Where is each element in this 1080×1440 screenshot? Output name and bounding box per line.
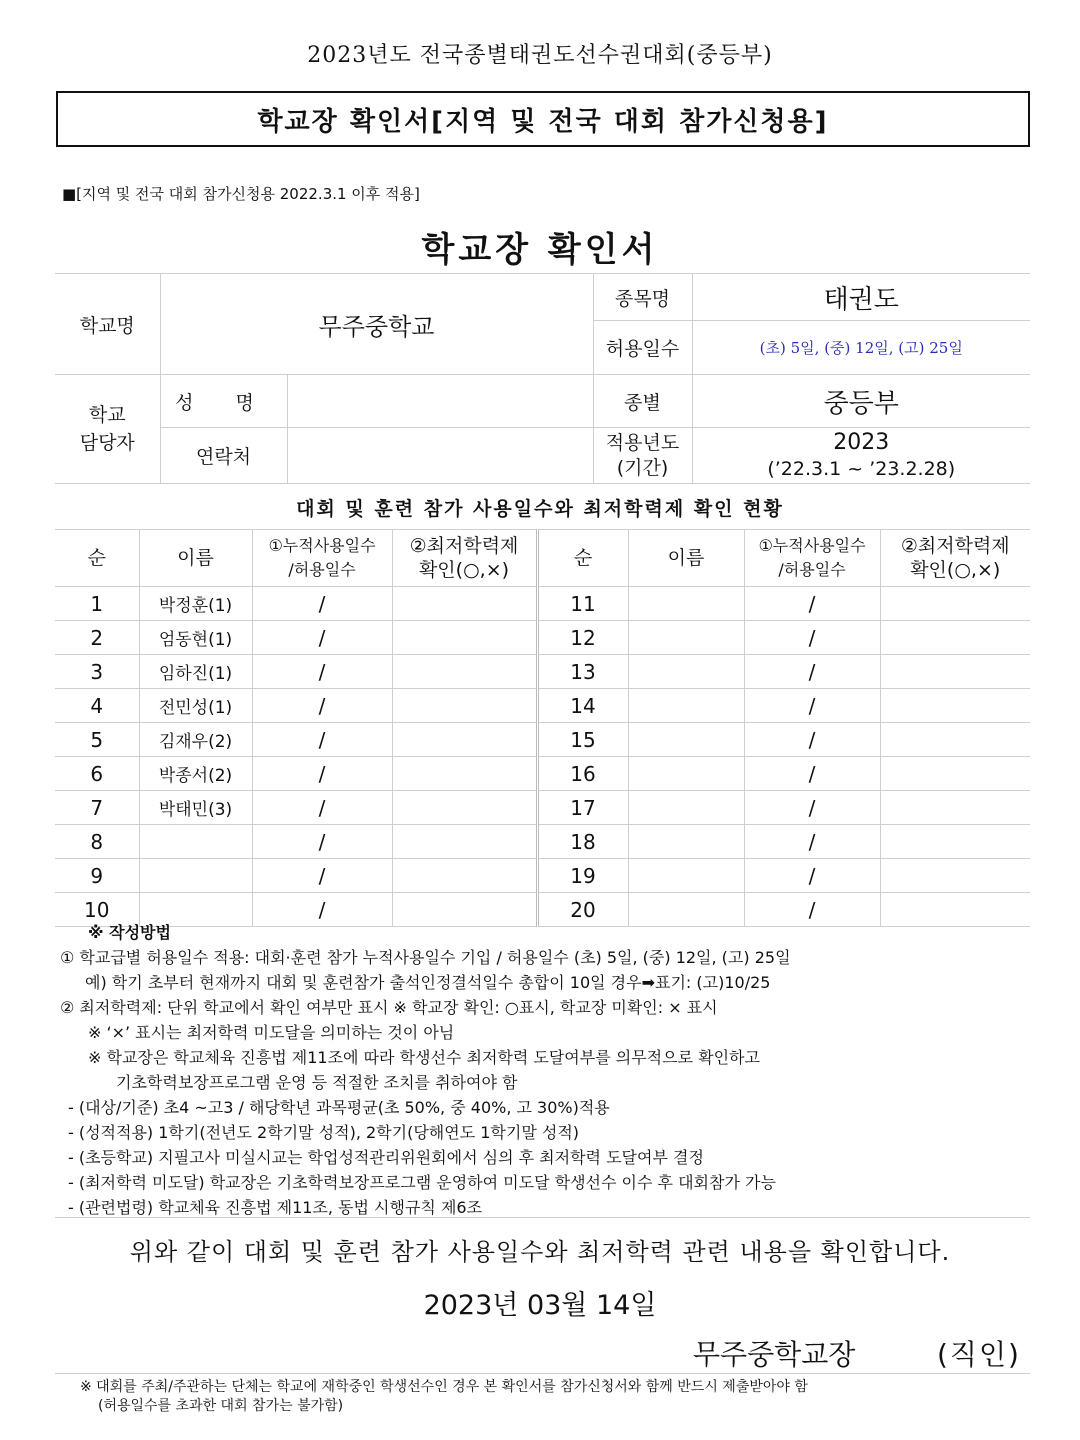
person-name-value[interactable]: [287, 375, 593, 428]
col-name-header: 이름: [139, 530, 252, 587]
used-days-cell[interactable]: /: [744, 723, 880, 757]
note-1a: ① 학교급별 허용일수 적용: 대회·훈련 참가 누적사용일수 기입 / 허용일수 (초) 5일, (중) 12일, (고) 25일: [60, 948, 791, 967]
roster-table: [55, 529, 1030, 927]
official-seal: (직인): [937, 1338, 1021, 1371]
row-number: 3: [55, 655, 139, 689]
used-days-cell[interactable]: /: [252, 893, 392, 927]
min-academic-check-cell[interactable]: [392, 723, 537, 757]
player-name[interactable]: [628, 791, 744, 825]
player-name[interactable]: 김재우(2): [139, 723, 252, 757]
min-academic-check-cell[interactable]: [880, 655, 1030, 689]
table-row: [55, 723, 1030, 757]
note-2: ② 최저학력제: 단위 학교에서 확인 여부만 표시 ※ 학교장 확인: ○표시, 학교장 미확인: × 표시: [60, 998, 718, 1017]
used-days-cell[interactable]: /: [744, 893, 880, 927]
col-days-header-right: ①누적사용일수 /허용일수: [744, 530, 880, 587]
divider-bottom: [55, 1373, 1030, 1374]
form-title: 학교장 확인서[지역 및 전국 대회 참가신청용]: [257, 106, 829, 137]
used-days-cell[interactable]: /: [744, 791, 880, 825]
document-title: 학교장 확인서: [421, 230, 659, 270]
used-days-cell[interactable]: /: [252, 689, 392, 723]
footer-note: [80, 1378, 1040, 1416]
table-row: [55, 757, 1030, 791]
player-name[interactable]: [628, 621, 744, 655]
player-name[interactable]: [628, 587, 744, 621]
player-name[interactable]: [628, 655, 744, 689]
footer-line-2: (허용일수를 초과한 대회 참가는 불가함): [98, 1398, 344, 1414]
school-name-value: 무주중학교: [160, 274, 593, 375]
row-number: 19: [537, 859, 628, 893]
used-days-cell[interactable]: /: [252, 825, 392, 859]
player-name[interactable]: [628, 859, 744, 893]
row-number: 13: [537, 655, 628, 689]
used-days-cell[interactable]: /: [744, 621, 880, 655]
player-name[interactable]: [628, 723, 744, 757]
used-days-cell[interactable]: /: [744, 655, 880, 689]
col-no-header: 순: [55, 530, 139, 587]
used-days-cell[interactable]: /: [744, 757, 880, 791]
player-name[interactable]: [139, 859, 252, 893]
row-number: 12: [537, 621, 628, 655]
min-academic-check-cell[interactable]: [880, 621, 1030, 655]
table-row: [55, 655, 1030, 689]
table-row: [55, 689, 1030, 723]
row-number: 17: [537, 791, 628, 825]
table-row: [55, 621, 1030, 655]
min-academic-check-cell[interactable]: [880, 689, 1030, 723]
apply-note: ■[지역 및 전국 대회 참가신청용 2022.3.1 이후 적용]: [62, 185, 420, 203]
min-academic-check-cell[interactable]: [880, 859, 1030, 893]
row-number: 4: [55, 689, 139, 723]
used-days-cell[interactable]: /: [744, 689, 880, 723]
division-value: 중등부: [692, 375, 1030, 428]
contact-person-label: 학교 담당자: [55, 375, 160, 484]
row-number: 5: [55, 723, 139, 757]
player-name[interactable]: [628, 689, 744, 723]
player-name[interactable]: 엄동현(1): [139, 621, 252, 655]
school-info-table: [55, 273, 1030, 484]
table-row: [55, 791, 1030, 825]
person-name-label: 성 명: [160, 375, 287, 428]
allowed-days-value: (초) 5일, (중) 12일, (고) 25일: [692, 321, 1030, 375]
player-name[interactable]: 박태민(3): [139, 791, 252, 825]
event-title: 2023년도 전국종별태권도선수권대회(중등부): [307, 43, 773, 68]
roster-body: [55, 587, 1030, 927]
table-row: [55, 587, 1030, 621]
row-number: 8: [55, 825, 139, 859]
year-label: 적용년도 (기간): [593, 428, 692, 484]
player-name[interactable]: [139, 825, 252, 859]
table-row: [55, 825, 1030, 859]
confirmation-statement: 위와 같이 대회 및 훈련 참가 사용일수와 최저학력 관련 내용을 확인합니다.: [129, 1238, 951, 1266]
col-check-header-right: ②최저학력제 확인(○,×): [880, 530, 1030, 587]
footer-line-1: ※ 대회를 주최/주관하는 단체는 학교에 재학중인 학생선수인 경우 본 확인서를 참가신청서와 함께 반드시 제출받아야 함: [80, 1379, 808, 1395]
note-3: ※ ‘×’ 표시는 최저학력 미도달을 의미하는 것이 아님: [88, 1023, 455, 1042]
row-number: 2: [55, 621, 139, 655]
roster-section-title: 대회 및 훈련 참가 사용일수와 최저학력제 확인 현황: [296, 498, 784, 520]
used-days-cell[interactable]: /: [744, 859, 880, 893]
min-academic-check-cell[interactable]: [392, 587, 537, 621]
min-academic-check-cell[interactable]: [392, 859, 537, 893]
used-days-cell[interactable]: /: [252, 655, 392, 689]
player-name[interactable]: 임하진(1): [139, 655, 252, 689]
row-number: 7: [55, 791, 139, 825]
row-number: 18: [537, 825, 628, 859]
min-academic-check-cell[interactable]: [880, 723, 1030, 757]
detail-2: - (성적적용) 1학기(전년도 2학기말 성적), 2학기(당해연도 1학기말 성적): [68, 1123, 580, 1142]
col-days-header: ①누적사용일수 /허용일수: [252, 530, 392, 587]
row-number: 10: [55, 893, 139, 927]
col-name-header-right: 이름: [628, 530, 744, 587]
table-row: [55, 859, 1030, 893]
min-academic-check-cell[interactable]: [880, 825, 1030, 859]
year-cell: [692, 428, 1030, 484]
row-number: 11: [537, 587, 628, 621]
player-name[interactable]: [628, 757, 744, 791]
used-days-cell[interactable]: /: [252, 621, 392, 655]
note-4a: ※ 학교장은 학교체육 진흥법 제11조에 따라 학생선수 최저학력 도달여부를 의무적으로 확인하고: [88, 1048, 760, 1067]
col-check-header: ②최저학력제 확인(○,×): [392, 530, 537, 587]
min-academic-check-cell[interactable]: [392, 791, 537, 825]
phone-value[interactable]: [287, 428, 593, 484]
roster-header-row: [55, 530, 1030, 587]
player-name[interactable]: [628, 825, 744, 859]
used-days-cell[interactable]: /: [252, 757, 392, 791]
min-academic-check-cell[interactable]: [880, 757, 1030, 791]
row-number: 16: [537, 757, 628, 791]
detail-3: - (초등학교) 지필고사 미실시교는 학업성적관리위원회에서 심의 후 최저학력 도달여부 결정: [68, 1148, 704, 1167]
principal-title: 무주중학교장: [693, 1338, 856, 1371]
min-academic-check-cell[interactable]: [392, 655, 537, 689]
row-number: 14: [537, 689, 628, 723]
used-days-cell[interactable]: /: [252, 723, 392, 757]
sport-label: 종목명: [593, 274, 692, 321]
year-value: 2023: [833, 429, 890, 455]
notes-heading: ※ 작성방법: [88, 923, 171, 942]
note-4b: 기초학력보장프로그램 운영 등 적절한 조치를 취하여야 함: [116, 1073, 518, 1092]
row-number: 20: [537, 893, 628, 927]
row-number: 1: [55, 587, 139, 621]
detail-4: - (최저학력 미도달) 학교장은 기초학력보장프로그램 운영하여 미도달 학생선수 이수 후 대회참가 가능: [68, 1173, 776, 1192]
min-academic-check-cell[interactable]: [880, 791, 1030, 825]
used-days-cell[interactable]: /: [744, 825, 880, 859]
col-no-header-right: 순: [537, 530, 628, 587]
phone-label: 연락처: [160, 428, 287, 484]
division-label: 종별: [593, 375, 692, 428]
instructions: [60, 920, 1048, 1220]
used-days-cell[interactable]: /: [252, 859, 392, 893]
player-name[interactable]: 전민성(1): [139, 689, 252, 723]
player-name[interactable]: 박정훈(1): [139, 587, 252, 621]
min-academic-check-cell[interactable]: [392, 757, 537, 791]
allowed-days-label: 허용일수: [593, 321, 692, 375]
player-name[interactable]: 박종서(2): [139, 757, 252, 791]
used-days-cell[interactable]: /: [252, 791, 392, 825]
used-days-cell[interactable]: /: [252, 587, 392, 621]
note-1b: 예) 학기 초부터 현재까지 대회 및 훈련참가 출석인정결석일수 총합이 10일 경우➡표기: (고)10/25: [85, 973, 771, 992]
min-academic-check-cell[interactable]: [392, 621, 537, 655]
min-academic-check-cell[interactable]: [392, 825, 537, 859]
min-academic-check-cell[interactable]: [392, 689, 537, 723]
issue-date: 2023년 03월 14일: [423, 1290, 657, 1321]
detail-5: - (관련법령) 학교체육 진흥법 제11조, 동법 시행규칙 제6조: [68, 1198, 483, 1217]
row-number: 6: [55, 757, 139, 791]
divider-top: [55, 1217, 1030, 1218]
row-number: 9: [55, 859, 139, 893]
school-name-label: 학교명: [55, 274, 160, 375]
used-days-cell[interactable]: /: [744, 587, 880, 621]
form-title-box: [56, 91, 1030, 147]
min-academic-check-cell[interactable]: [880, 587, 1030, 621]
row-number: 15: [537, 723, 628, 757]
sport-value: 태권도: [692, 274, 1030, 321]
period-value: (’22.3.1 ~ ’23.2.28): [767, 457, 956, 480]
detail-1: - (대상/기준) 초4 ~고3 / 해당학년 과목평균(초 50%, 중 40%, 고 30%)적용: [68, 1098, 610, 1117]
